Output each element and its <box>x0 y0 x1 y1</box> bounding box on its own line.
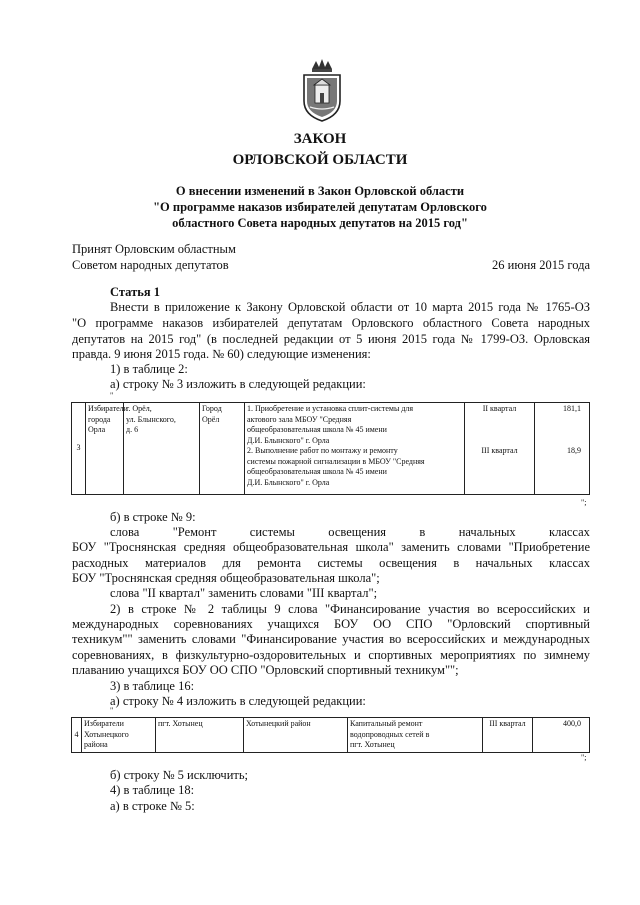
cell-voters <box>86 403 128 495</box>
paragraph-line: техникум"" заменить словами "Финансирование участия во всероссийских и международных <box>72 632 590 646</box>
paragraph-line: международных соревнованиях учащихся БОУ ОО СПО "Орловский спортивный <box>72 617 590 631</box>
list-item: 1) в таблице 2: <box>110 362 188 376</box>
cell-line: 1. Приобретение и установка сплит-системы для <box>247 404 414 413</box>
cell-line: Город <box>202 404 222 413</box>
list-item: а) в строке № 5: <box>110 799 195 813</box>
cell-line: Д.И. Блынского" г. Орла <box>247 477 330 487</box>
cell-line: г. Орёл, <box>126 404 152 413</box>
cell-line: Д.И. Блынского" г. Орла <box>247 435 330 445</box>
cell-line: Избиратели <box>84 719 124 728</box>
cell-line: актового зала МБОУ "Средняя <box>247 414 352 424</box>
cell-voters <box>82 718 156 753</box>
cell-line: общеобразовательная школа № 45 имени <box>247 425 387 434</box>
cell-sum: 400,0 <box>533 718 590 753</box>
subtitle-line: "О программе наказов избирателей депутатам Орловского <box>153 200 487 214</box>
law-region: ОРЛОВСКОЙ ОБЛАСТИ <box>232 152 408 168</box>
adoption-date: 26 июня 2015 года <box>492 258 590 272</box>
list-item: б) строку № 5 исключить; <box>110 768 249 782</box>
paragraph-line: правда. 9 июня 2015 года. № 60) следующие изменения: <box>72 347 371 361</box>
adoption-line: Советом народных депутатов <box>72 258 229 272</box>
open-quote: " <box>110 706 114 715</box>
cell-line: 18,9 <box>567 445 581 455</box>
paragraph-line: "О программе наказов избирателей депутатам Орловского областного Совета народных <box>72 316 590 330</box>
word: расходных <box>72 556 129 570</box>
paragraph-line: депутатов на 2015 год" (в последней редакции от 5 июня 2015 года № 1799-ОЗ. Орловская <box>72 332 590 346</box>
justified-line <box>110 525 590 540</box>
cell-locality: Хотынецкий район <box>244 718 348 753</box>
cell-line: района <box>84 740 108 749</box>
word: системы <box>317 556 363 570</box>
word: классах <box>549 556 590 570</box>
paragraph-line: БОУ "Троснянская средняя общеобразовательная школа" заменить словами "Приобретение <box>72 540 590 554</box>
cell-line: д. 6 <box>126 425 139 434</box>
paragraph-line: 2) в строке № 2 таблицы 9 слова "Финансирование участия во всероссийских и <box>110 602 590 616</box>
cell-line: III квартал <box>481 445 518 455</box>
cell-sum <box>535 403 590 495</box>
cell-description <box>348 718 483 753</box>
list-item: а) строку № 3 изложить в следующей редакции: <box>110 377 366 391</box>
subtitle-line: областного Совета народных депутатов на 2015 год" <box>172 216 468 230</box>
word: классах <box>549 525 590 539</box>
cell-line: пгт. Хотынец <box>350 740 395 749</box>
adoption-line: Принят Орловским областным <box>72 242 236 256</box>
cell-line: водопроводных сетей в <box>350 729 430 739</box>
word: "Ремонт <box>172 525 217 539</box>
cell-line: 2. Выполнение работ по монтажу и ремонту <box>247 446 398 455</box>
open-quote: " <box>110 391 114 400</box>
cell-number: 3 <box>72 403 86 495</box>
word: начальных <box>458 525 516 539</box>
cell-line: Орёл <box>202 414 220 424</box>
word: в <box>419 525 426 539</box>
cell-line: 181,1 <box>563 404 581 413</box>
cell-line: II квартал <box>482 404 517 413</box>
word: системы <box>249 525 295 539</box>
cell-address: пгт. Хотынец <box>156 718 244 753</box>
subtitle-line: О внесении изменений в Закон Орловской области <box>175 184 465 198</box>
cell-line: Капитальный ремонт <box>350 719 423 728</box>
cell-locality <box>200 403 245 495</box>
cell-line: города <box>88 414 111 424</box>
list-item: 4) в таблице 18: <box>110 783 195 797</box>
cell-description <box>245 403 465 495</box>
law-title: ЗАКОН <box>293 131 347 147</box>
cell-quarter: III квартал <box>483 718 533 753</box>
word: слова <box>110 525 140 539</box>
coat-of-arms-icon <box>300 55 344 123</box>
word: в <box>453 556 460 570</box>
word: материалов <box>144 556 207 570</box>
paragraph-line: Внести в приложение к Закону Орловской области от 10 марта 2015 года № 1765-ОЗ <box>110 300 590 314</box>
article-heading: Статья 1 <box>110 285 160 299</box>
list-item: 3) в таблице 16: <box>110 679 195 693</box>
cell-line: Избиратели <box>88 404 128 413</box>
cell-number: 4 <box>72 718 82 753</box>
paragraph-line: плаванию учащихся БОУ ОО СПО "Орловский спортивный техникум""; <box>72 663 459 677</box>
justified-line <box>72 556 590 571</box>
close-quote: "; <box>581 498 587 507</box>
word: освещения <box>328 525 387 539</box>
cell-line: системы пожарной сигнализации в МБОУ "Средняя <box>247 456 425 466</box>
close-quote: "; <box>581 753 587 762</box>
paragraph-line: соревнованиях, в физкультурно-оздоровительных и спортивных мероприятиях по зимнему <box>72 648 590 662</box>
word: ремонта <box>257 556 302 570</box>
cell-line: Хотынецкого <box>84 729 129 739</box>
paragraph-line: слова "II квартал" заменить словами "III квартал"; <box>110 586 378 600</box>
cell-line: ул. Блынского, <box>126 414 176 424</box>
table-row-3 <box>71 402 590 495</box>
word: начальных <box>475 556 533 570</box>
list-item: а) строку № 4 изложить в следующей редакции: <box>110 694 366 708</box>
cell-address <box>124 403 200 495</box>
cell-line: общеобразовательная школа № 45 имени <box>247 467 387 476</box>
word: освещения <box>379 556 437 570</box>
paragraph-line: БОУ "Троснянская средняя общеобразовательная школа"; <box>72 571 380 585</box>
list-item: б) в строке № 9: <box>110 510 196 524</box>
cell-line: Орла <box>88 425 106 434</box>
cell-quarter <box>465 403 535 495</box>
table-row-4 <box>71 717 590 753</box>
word: для <box>222 556 241 570</box>
